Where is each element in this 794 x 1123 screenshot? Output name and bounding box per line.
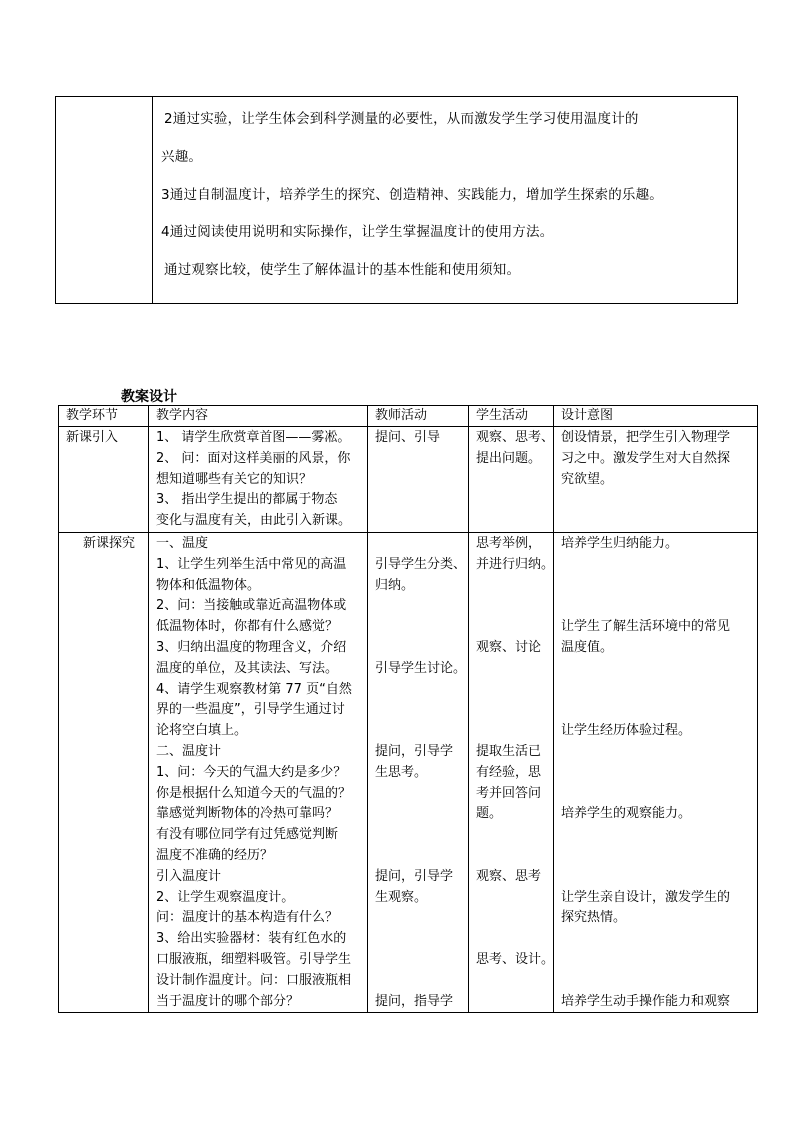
student-cell xyxy=(469,532,554,1012)
content-line: 物体和低温物体。 xyxy=(156,577,261,593)
teacher-cell xyxy=(368,427,469,533)
content-line: 3、 指出学生提出的都属于物态 xyxy=(156,492,338,508)
content-line: 靠感觉判断物体的冷热可靠吗？ xyxy=(156,806,339,822)
teacher-line: 生观察。 xyxy=(375,889,428,905)
teacher-line: 引导学生讨论。 xyxy=(375,660,467,676)
section-title: 教案设计 xyxy=(121,389,177,405)
table-row-explore xyxy=(59,532,758,1012)
header-content: 教学内容 xyxy=(149,406,368,427)
stage-cell xyxy=(59,427,149,533)
teacher-line: 生思考。 xyxy=(375,764,428,780)
content-line: 引入温度计 xyxy=(156,868,222,884)
student-line: 提取生活已 xyxy=(476,743,542,759)
teacher-line: 归纳。 xyxy=(375,577,415,593)
content-line: 一、温度 xyxy=(156,535,209,551)
content-cell xyxy=(149,532,368,1012)
intent-line: 让学生了解生活环境中的常见 xyxy=(561,619,731,635)
intent-line: 培养学生归纳能力。 xyxy=(561,535,679,551)
student-line: 有经验，思 xyxy=(476,764,542,780)
stage-label: 新课引入 xyxy=(66,430,119,445)
teacher-cell xyxy=(368,532,469,1012)
objective-line-4: 4通过阅读使用说明和实际操作，让学生掌握温度计的使用方法。 xyxy=(161,224,554,240)
content-line: 1、问：今天的气温大约是多少？ xyxy=(156,764,347,780)
content-line: 1、 请学生欣赏章首图——雾凇。 xyxy=(156,430,351,445)
content-cell xyxy=(149,427,368,533)
stage-label: 新课探究 xyxy=(83,535,136,551)
intent-line: 究欲望。 xyxy=(561,471,614,487)
student-cell xyxy=(469,427,554,533)
content-line: 设计制作温度计。问：口服液瓶相 xyxy=(156,972,352,988)
intent-line: 习之中。激发学生对大自然探 xyxy=(561,450,731,466)
intent-line: 创设情景，把学生引入物理学 xyxy=(561,430,731,445)
content-line: 论将空白填上。 xyxy=(156,723,248,739)
intent-line: 培养学生动手操作能力和观察 xyxy=(561,993,731,1009)
content-line: 口服液瓶，细塑料吸管。引导学生 xyxy=(156,951,352,967)
header-intent: 设计意图 xyxy=(554,406,758,427)
intent-line: 培养学生的观察能力。 xyxy=(561,806,692,822)
teacher-line: 提问，指导学 xyxy=(375,993,454,1009)
content-line: 3、归纳出温度的物理含义，介绍 xyxy=(156,639,347,655)
student-line: 观察、思考、 xyxy=(476,430,555,445)
content-line: 想知道哪些有关它的知识？ xyxy=(156,471,313,487)
content-line: 低温物体时，你都有什么感觉？ xyxy=(156,619,339,635)
content-line: 4、请学生观察教材第 77 页“自然 xyxy=(156,681,352,697)
content-line: 2、 问：面对这样美丽的风景，你 xyxy=(156,450,351,466)
student-line: 题。 xyxy=(476,806,503,822)
content-line: 有没有哪位同学有过凭感觉判断 xyxy=(156,827,339,843)
teacher-line: 提问、引导 xyxy=(375,430,441,445)
teacher-line: 提问，引导学 xyxy=(375,743,454,759)
intent-line: 探究热情。 xyxy=(561,910,627,926)
objective-line-3: 3通过自制温度计，培养学生的探究、创造精神、实践能力，增加学生探索的乐趣。 xyxy=(161,187,663,203)
content-line: 温度不准确的经历？ xyxy=(156,847,274,863)
stage-cell xyxy=(59,532,149,1012)
header-teacher: 教师活动 xyxy=(368,406,469,427)
table-header-row xyxy=(59,406,758,427)
content-line: 你是根据什么知道今天的气温的？ xyxy=(156,785,352,801)
intent-line: 温度值。 xyxy=(561,639,614,655)
content-line: 1、让学生列举生活中常见的高温 xyxy=(156,556,347,572)
objective-line-5: 通过观察比较，使学生了解体温计的基本性能和使用须知。 xyxy=(164,262,521,278)
intent-line: 让学生经历体验过程。 xyxy=(561,723,692,739)
objectives-table xyxy=(55,96,738,304)
objective-line-2: 兴趣。 xyxy=(161,149,203,165)
student-line: 提出问题。 xyxy=(476,450,542,466)
header-student: 学生活动 xyxy=(469,406,554,427)
lesson-design-table xyxy=(58,405,758,1013)
student-line: 思考、设计。 xyxy=(476,951,555,967)
intent-line: 让学生亲自设计，激发学生的 xyxy=(561,889,731,905)
table-row-intro xyxy=(59,427,758,533)
objective-line-1: 2通过实验，让学生体会到科学测量的必要性，从而激发学生学习使用温度计的 xyxy=(164,111,639,127)
student-line: 并进行归纳。 xyxy=(476,556,555,572)
content-line: 当于温度计的哪个部分？ xyxy=(156,993,300,1009)
objectives-label-cell xyxy=(56,97,153,303)
content-line: 温度的单位，及其读法、写法。 xyxy=(156,660,339,676)
content-line: 2、让学生观察温度计。 xyxy=(156,889,295,905)
content-line: 问：温度计的基本构造有什么？ xyxy=(156,910,339,926)
teacher-line: 引导学生分类、 xyxy=(375,556,467,572)
teacher-line: 提问，引导学 xyxy=(375,868,454,884)
student-line: 观察、思考 xyxy=(476,868,542,884)
content-line: 界的一些温度”，引导学生通过讨 xyxy=(156,702,345,718)
content-line: 变化与温度有关，由此引入新课。 xyxy=(156,513,352,529)
content-line: 2、问：当接触或靠近高温物体或 xyxy=(156,598,347,614)
student-line: 思考举例， xyxy=(476,535,542,551)
intent-cell xyxy=(554,427,758,533)
header-stage: 教学环节 xyxy=(59,406,149,427)
intent-cell xyxy=(554,532,758,1012)
student-line: 观察、讨论 xyxy=(476,639,542,655)
student-line: 考并回答问 xyxy=(476,785,542,801)
content-line: 二、温度计 xyxy=(156,743,222,759)
content-line: 3、给出实验器材：装有红色水的 xyxy=(156,931,347,947)
